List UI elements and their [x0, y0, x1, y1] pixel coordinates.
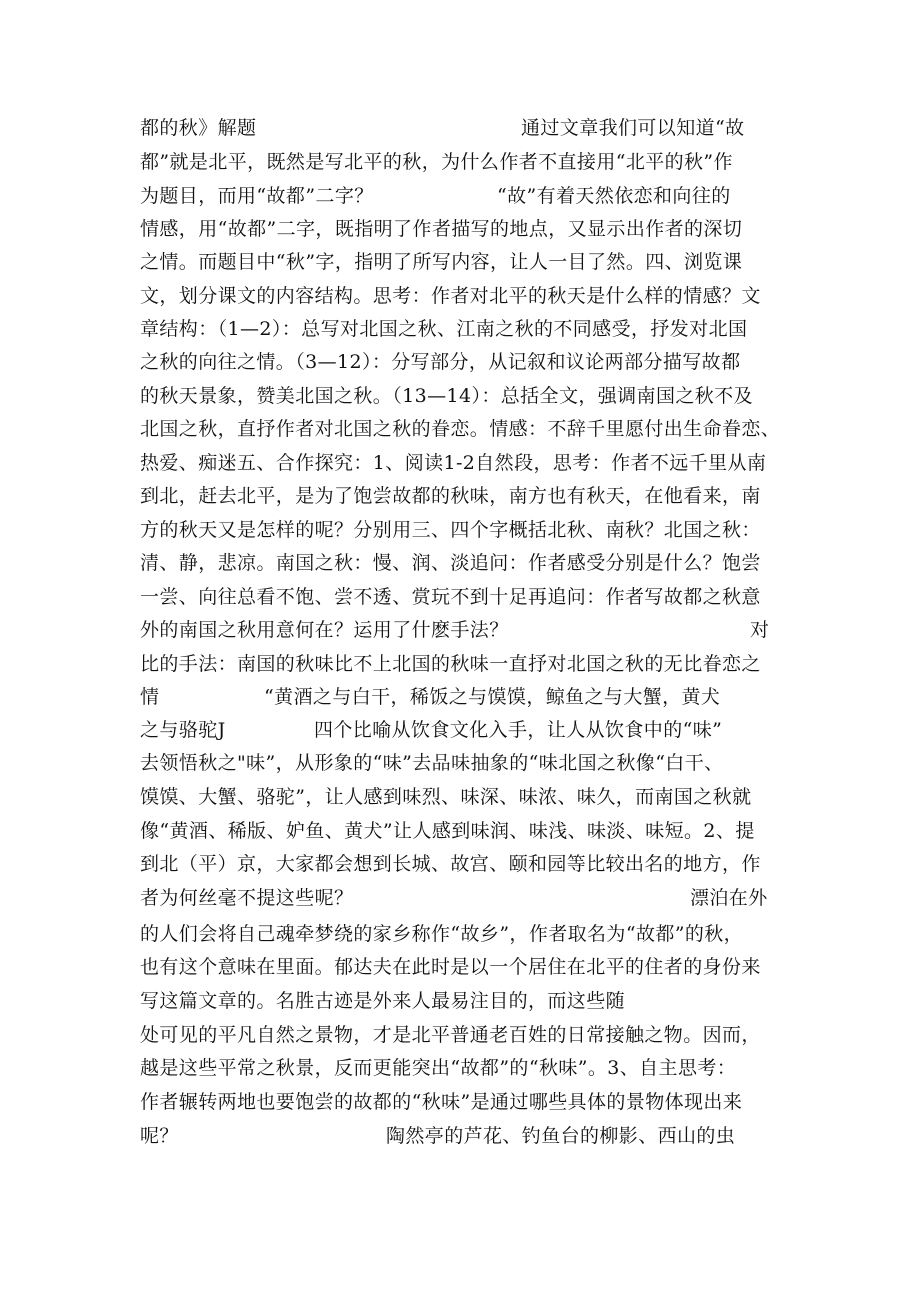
text-segment: 处可见的平凡自然之景物，才是北平普通老百姓的日常接触之物。因而，: [140, 1024, 761, 1046]
text-line: [140, 747, 724, 779]
text-line: [140, 581, 761, 613]
text-segment: 之与骆驼J: [140, 719, 226, 741]
text-line: [140, 918, 744, 950]
text-segment: 为题目，而用“故都”二字？: [140, 185, 374, 207]
text-segment: 写这篇文章的。名胜古迹是外来人最易注目的，而这些随: [140, 990, 626, 1012]
text-segment: 去领悟秋之"味”，从形象的“味”去品味抽象的“味北国之秋像“白干、: [140, 752, 724, 774]
text-line: [140, 815, 755, 847]
text-segment: 之情。而题目中“秋”字，指明了所写内容，让人一目了然。四、浏览课: [140, 251, 743, 273]
text-segment: 文，划分课文的内容结构。思考：作者对北平的秋天是什么样的情感？文: [140, 285, 761, 307]
text-line: [140, 547, 761, 579]
text-segment: 越是这些平常之秋景，反而更能突出“故都”的“秋味”。3、自主思考：: [140, 1057, 737, 1079]
text-line: [140, 781, 752, 813]
text-segment: 之秋的向往之情。（3—12）：分写部分，从记叙和议论两部分描写故都: [140, 351, 741, 373]
text-segment: 热爱、痴迷五、合作探究：1、阅读1-2自然段，思考：作者不远千里从南: [140, 452, 767, 474]
text-line: [140, 112, 745, 144]
text-segment: 到北，赶去北平，是为了饱尝故都的秋味，南方也有秋天，在他看来，南: [140, 485, 761, 507]
text-line: [140, 447, 767, 479]
text-segment: 外的南国之秋用意何在？运用了什麽手法？: [140, 619, 509, 641]
text-segment: 通过文章我们可以知道“故: [521, 117, 745, 139]
text-line: [140, 1086, 743, 1118]
text-segment: 作者辗转两地也要饱尝的故都的“秋味”是通过哪些具体的景物体现出来: [140, 1091, 743, 1113]
text-segment: 一尝、向往总看不饱、尝不透、赏玩不到十足再追问：作者写故都之秋意: [140, 586, 761, 608]
text-line: [140, 246, 743, 278]
text-line: [140, 951, 761, 983]
text-segment: 情感，用“故都”二字，既指明了作者描写的地点，又显示出作者的深切: [140, 218, 743, 240]
text-line: [140, 180, 731, 212]
text-segment: 情: [140, 686, 160, 708]
text-segment: 馍馍、大蟹、骆驼”，让人感到味烈、味深、味浓、味久，而南国之秋就: [140, 786, 752, 808]
text-line: [140, 614, 770, 646]
text-segment: 陶然亭的芦花、钓鱼台的柳影、西山的虫: [386, 1125, 736, 1147]
text-line: [140, 280, 761, 312]
text-segment: 的人们会将自己魂牵梦绕的家乡称作“故乡”，作者取名为“故都”的秋，: [140, 923, 744, 945]
text-segment: 方的秋天又是怎样的呢？分别用三、四个字概括北秋、南秋？北国之秋：: [140, 519, 761, 541]
text-segment: 像“黄酒、稀版、妒鱼、黄犬”让人感到味润、味浅、味淡、味短。2、提: [140, 820, 755, 842]
text-line: [140, 648, 761, 680]
text-line: [140, 1019, 761, 1051]
text-line: [140, 146, 733, 178]
text-segment: 都”就是北平，既然是写北平的秋，为什么作者不直接用“北平的秋”作: [140, 151, 733, 173]
text-segment: 对: [750, 619, 770, 641]
text-line: [140, 681, 721, 713]
text-line: [140, 313, 748, 345]
text-line: [140, 380, 753, 412]
text-line: [140, 848, 761, 880]
text-segment: 呢？: [140, 1125, 179, 1147]
text-line: [140, 346, 741, 378]
text-segment: “故”有着天然依恋和向往的: [497, 185, 731, 207]
text-line: [140, 714, 723, 746]
text-line: [140, 413, 781, 445]
text-line: [140, 480, 761, 512]
text-segment: 章结构：（1—2）：总写对北国之秋、江南之秋的不同感受，抒发对北国: [140, 318, 748, 340]
text-segment: 漂泊在外: [690, 887, 768, 909]
text-line: [140, 213, 743, 245]
text-segment: “黄酒之与白干，稀饭之与馍馍，鲸鱼之与大蟹，黄犬: [264, 686, 721, 708]
text-line: [140, 985, 626, 1017]
text-line: [140, 1120, 736, 1152]
text-segment: 北国之秋，直抒作者对北国之秋的眷恋。情感：不辞千里愿付出生命眷恋、: [140, 418, 781, 440]
text-segment: 四个比喻从饮食文化入手，让人从饮食中的“味”: [314, 719, 723, 741]
text-segment: 都的秋》解题: [140, 117, 257, 139]
text-segment: 比的手法：南国的秋味比不上北国的秋味一直抒对北国之秋的无比眷恋之: [140, 653, 761, 675]
text-line: [140, 1052, 737, 1084]
text-segment: 清、静，悲凉。南国之秋：慢、润、淡追问：作者感受分别是什么？饱尝: [140, 552, 761, 574]
text-segment: 到北（平）京，大家都会想到长城、故宫、颐和园等比较出名的地方，作: [140, 853, 761, 875]
text-line: [140, 514, 761, 546]
text-segment: 的秋天景象，赞美北国之秋。（13—14）：总括全文，强调南国之秋不及: [140, 385, 753, 407]
text-line: [140, 882, 768, 914]
text-segment: 也有这个意味在里面。郁达夫在此时是以一个居住在北平的住者的身份来: [140, 956, 761, 978]
text-segment: 者为何丝毫不提这些呢？: [140, 887, 354, 909]
